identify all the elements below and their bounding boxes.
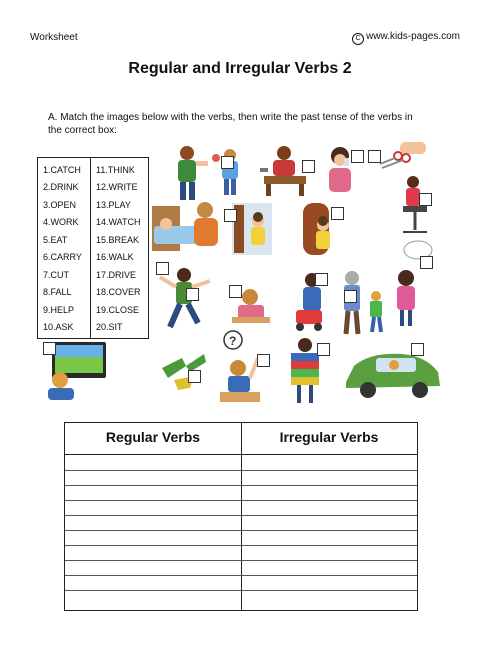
instructions: A. Match the images below with the verbs, then write the past tense of the verbs in the correct box:: [48, 112, 413, 136]
table-row-line: [65, 530, 417, 531]
header-left: Worksheet: [30, 32, 78, 43]
answer-table: [64, 422, 418, 611]
verb-item: 14.WATCH: [96, 217, 141, 227]
answer-checkbox[interactable]: [186, 288, 199, 301]
answer-checkbox[interactable]: [420, 256, 433, 269]
carry-picture: [290, 270, 335, 335]
answer-checkbox[interactable]: [229, 285, 242, 298]
verb-item: 20.SIT: [96, 322, 123, 332]
header-right: [352, 31, 460, 45]
verb-list: [37, 157, 149, 339]
verb-item: 11.THINK: [96, 165, 135, 175]
verb-item: 10.ASK: [43, 322, 74, 332]
regular-verbs-header: Regular Verbs: [105, 429, 201, 445]
think-picture: [390, 240, 435, 330]
svg-text:?: ?: [229, 334, 237, 348]
verb-column-1: [38, 158, 91, 338]
answer-checkbox[interactable]: [331, 207, 344, 220]
answer-checkbox[interactable]: [368, 150, 381, 163]
answer-checkbox[interactable]: [188, 370, 201, 383]
verb-item: 15.BREAK: [96, 235, 140, 245]
answer-checkbox[interactable]: [302, 160, 315, 173]
verb-item: 6.CARRY: [43, 252, 82, 262]
answer-checkbox[interactable]: [224, 209, 237, 222]
copyright-icon: C: [352, 33, 364, 45]
answer-checkbox[interactable]: [43, 342, 56, 355]
verb-item: 1.CATCH: [43, 165, 81, 175]
ask-picture: [210, 330, 265, 405]
page-title: Regular and Irregular Verbs 2: [128, 60, 352, 77]
irregular-verbs-header: Irregular Verbs: [279, 429, 379, 445]
table-row-line: [65, 575, 417, 576]
sit-picture: [395, 172, 435, 242]
table-row-line: [65, 590, 417, 591]
column-divider: [241, 423, 242, 610]
answer-checkbox[interactable]: [221, 156, 234, 169]
answer-checkbox[interactable]: [419, 193, 432, 206]
eat-picture: [150, 196, 225, 256]
answer-checkbox[interactable]: [317, 343, 330, 356]
answer-checkbox[interactable]: [257, 354, 270, 367]
verb-item: 7.CUT: [43, 270, 70, 280]
drive-car-picture: [340, 348, 445, 400]
table-row-line: [65, 500, 417, 501]
answer-checkbox[interactable]: [411, 343, 424, 356]
verb-item: 3.OPEN: [43, 200, 77, 210]
verb-item: 17.DRIVE: [96, 270, 137, 280]
table-row-line: [65, 545, 417, 546]
verb-item: 16.WALK: [96, 252, 134, 262]
verb-item: 2.DRINK: [43, 182, 79, 192]
header-divider: [65, 454, 417, 455]
answer-checkbox[interactable]: [344, 290, 357, 303]
open-door-picture: [232, 203, 272, 258]
verb-item: 8.FALL: [43, 287, 72, 297]
verb-item: 4.WORK: [43, 217, 79, 227]
verb-item: 18.COVER: [96, 287, 141, 297]
verb-item: 5.EAT: [43, 235, 68, 245]
verb-column-2: [91, 158, 148, 338]
table-row-line: [65, 515, 417, 516]
verb-item: 9.HELP: [43, 305, 75, 315]
table-row-line: [65, 485, 417, 486]
table-row-line: [65, 560, 417, 561]
answer-checkbox[interactable]: [351, 150, 364, 163]
verb-item: 19.CLOSE: [96, 305, 140, 315]
catch-picture: [160, 143, 260, 203]
walk-picture: [338, 268, 393, 340]
verb-item: 13.PLAY: [96, 200, 131, 210]
verb-item: 12.WRITE: [96, 182, 138, 192]
table-row-line: [65, 470, 417, 471]
header-url: www.kids-pages.com: [366, 31, 460, 42]
answer-checkbox[interactable]: [315, 273, 328, 286]
